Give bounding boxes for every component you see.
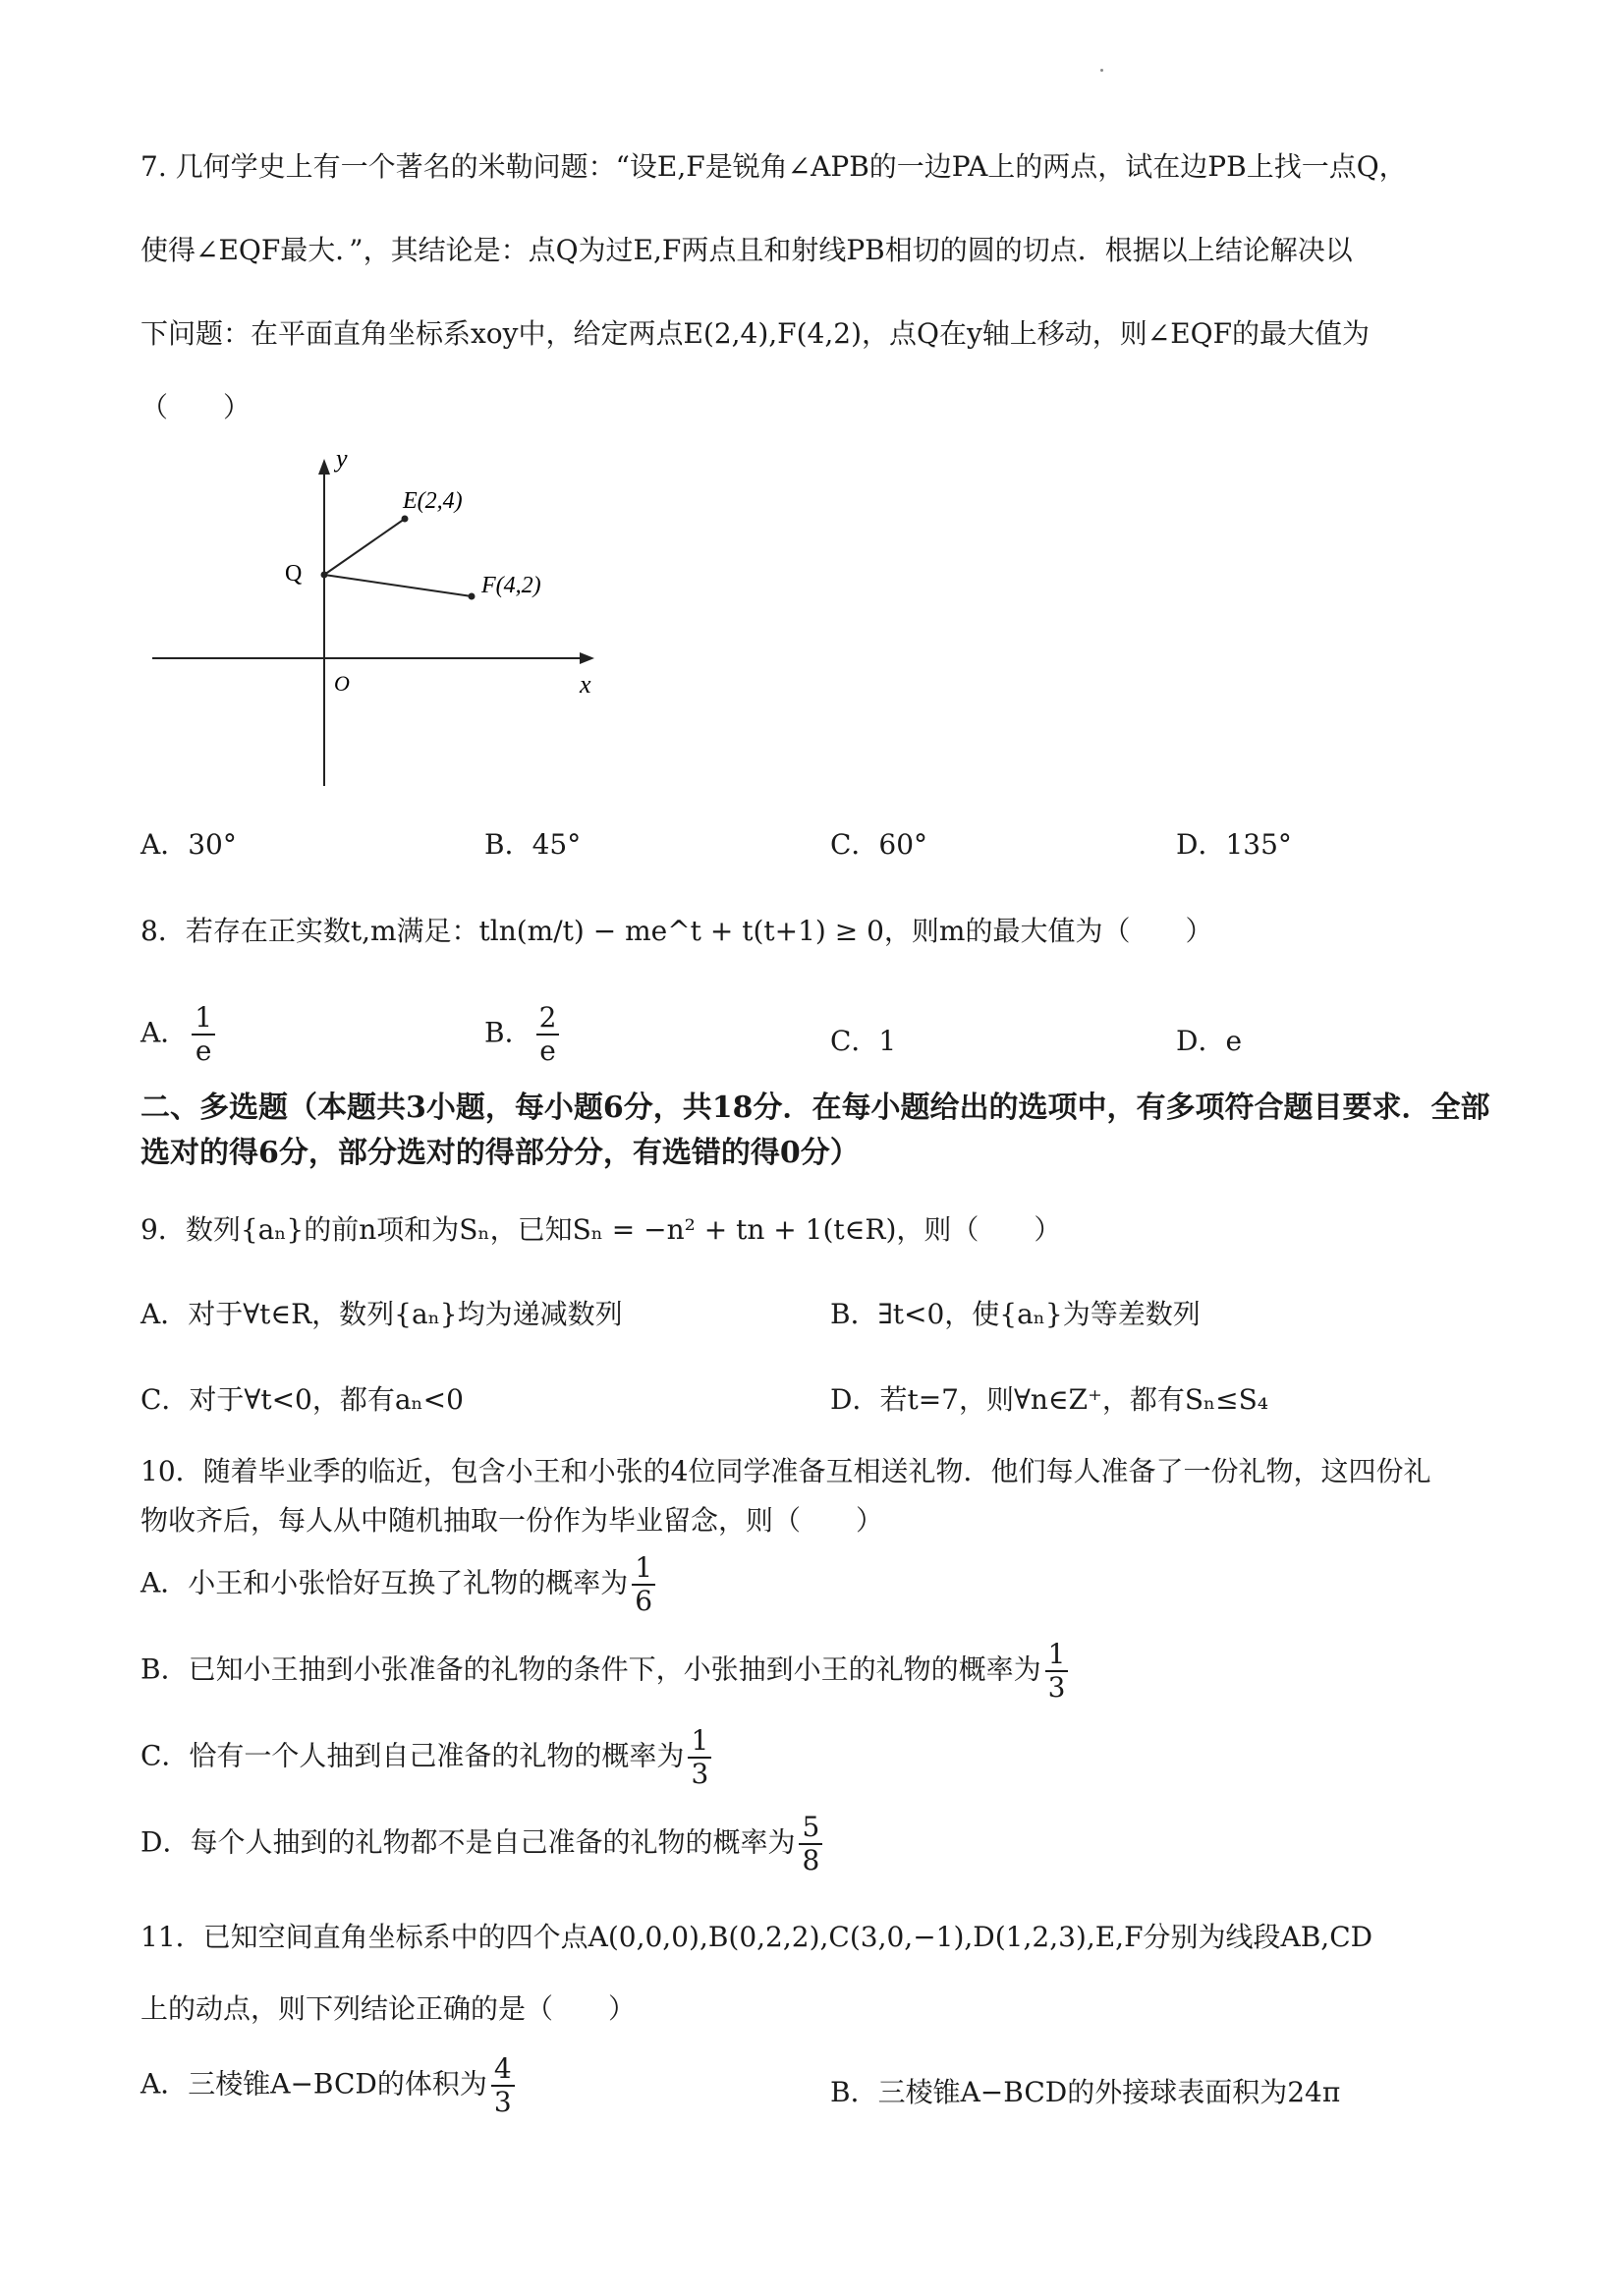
numerator: 1 [632, 1552, 655, 1586]
numerator: 5 [799, 1812, 822, 1845]
q8-option-c: C．1 [830, 1025, 897, 1057]
q8-option-a [140, 1002, 219, 1067]
q9-option-a: A．对于∀t∈R，数列{aₙ}均为递减数列 [140, 1298, 623, 1330]
q8-option-b-prefix: B． [484, 1016, 532, 1049]
q9-option-c: C．对于∀t<0，都有aₙ<0 [140, 1383, 464, 1416]
denominator: 3 [493, 2086, 512, 2118]
q10-option-d-fraction [799, 1812, 822, 1876]
q-label: Q [285, 561, 303, 587]
q10-line-1: 10．随着毕业季的临近，包含小王和小张的4位同学准备互相送礼物．他们每人准备了一份礼物，这四份礼 [140, 1455, 1431, 1487]
q10-option-d-text: D．每个人抽到的礼物都不是自己准备的礼物的概率为 [140, 1825, 796, 1859]
q9-option-b: B．∃t<0，使{aₙ}为等差数列 [830, 1298, 1201, 1330]
f-label: F(4,2) [481, 573, 541, 598]
q10-option-c-fraction [688, 1725, 711, 1790]
q10-option-a [140, 1552, 659, 1617]
denominator: 3 [1047, 1671, 1066, 1704]
numerator: 4 [491, 2053, 515, 2087]
point-q [321, 572, 328, 579]
numerator: 1 [1045, 1639, 1069, 1672]
denominator: 8 [802, 1844, 820, 1876]
q11-option-a-text: A．三棱锥A−BCD的体积为 [140, 2067, 487, 2100]
q10-option-b-fraction [1045, 1639, 1069, 1704]
q10-option-b-text: B．已知小王抽到小张准备的礼物的条件下，小张抽到小王的礼物的概率为 [140, 1652, 1041, 1686]
q7-coordinate-figure [147, 447, 609, 801]
q11-option-a [140, 2053, 519, 2118]
q7-option-d: D．135° [1176, 828, 1292, 861]
q7-line-3: 下问题：在平面直角坐标系xoy中，给定两点E(2,4),F(4,2)，点Q在y轴上移动，则∠EQF的最大值为 [140, 317, 1371, 350]
q8-option-b [484, 1002, 563, 1067]
e-label: E(2,4) [403, 488, 463, 514]
q11-option-b: B．三棱锥A−BCD的外接球表面积为24π [830, 2076, 1341, 2108]
denominator: e [539, 1035, 556, 1067]
segment-qe [324, 519, 405, 575]
q8-option-d: D．e [1176, 1025, 1243, 1057]
numerator: 2 [536, 1002, 560, 1036]
y-axis-arrow [318, 459, 330, 475]
segment-qf [324, 575, 472, 596]
x-axis-arrow [580, 652, 594, 664]
q11-option-a-fraction [491, 2053, 515, 2118]
y-label: y [336, 447, 348, 473]
numerator: 1 [688, 1725, 711, 1759]
denominator: 3 [691, 1758, 709, 1790]
q7-option-c: C．60° [830, 828, 928, 861]
q10-option-c [140, 1725, 715, 1790]
q8-option-b-fraction [536, 1002, 560, 1067]
q10-option-a-text: A．小王和小张恰好互换了礼物的概率为 [140, 1566, 629, 1599]
q8-option-a-fraction [192, 1002, 215, 1067]
q7-line-1: 7. 几何学史上有一个著名的米勒问题：“设E,F是锐角∠APB的一边PA上的两点，试在边PB上找一点Q， [140, 150, 1407, 183]
q10-option-b [140, 1639, 1072, 1704]
q10-option-c-text: C．恰有一个人抽到自己准备的礼物的概率为 [140, 1739, 685, 1772]
q10-option-d [140, 1812, 826, 1876]
x-label: x [580, 670, 591, 699]
q10-line-2: 物收齐后，每人从中随机抽取一份作为毕业留念，则（ ） [140, 1504, 884, 1537]
q7-option-b: B．45° [484, 828, 582, 861]
point-e [402, 516, 409, 523]
q7-line-2: 使得∠EQF最大．”，其结论是：点Q为过E,F两点且和射线PB相切的圆的切点．根据以上结论解决以 [140, 234, 1353, 266]
scan-speck [1100, 69, 1103, 72]
q11-line-1: 11．已知空间直角坐标系中的四个点A(0,0,0),B(0,2,2),C(3,0,−1),D(1,2,3),E,F分别为线段AB,CD [140, 1921, 1373, 1953]
q7-option-a: A．30° [140, 828, 237, 861]
numerator: 1 [192, 1002, 215, 1036]
q7-answer-paren: （ ） [140, 391, 252, 423]
q10-option-a-fraction [632, 1552, 655, 1617]
q11-line-2: 上的动点，则下列结论正确的是（ ） [140, 1992, 637, 2025]
denominator: e [195, 1035, 212, 1067]
q8-stem: 8．若存在正实数t,m满足：tln(m/t) − me^t + t(t+1) ≥ 0，则m的最大值为（ ） [140, 915, 1213, 947]
q8-option-a-prefix: A． [140, 1016, 189, 1049]
q9-option-d: D．若t=7，则∀n∈Z⁺，都有Sₙ≤S₄ [830, 1383, 1269, 1416]
origin-label: O [334, 671, 350, 696]
q9-stem: 9．数列{aₙ}的前n项和为Sₙ，已知Sₙ = −n² + tn + 1(t∈R)，则（ ） [140, 1213, 1062, 1246]
point-f [469, 593, 476, 600]
denominator: 6 [635, 1585, 653, 1617]
section-2-header: 二、多选题（本题共3小题，每小题6分，共18分．在每小题给出的选项中，有多项符合题目要求．全部选对的得6分，部分选对的得部分分，有选错的得0分） [140, 1091, 1490, 1170]
